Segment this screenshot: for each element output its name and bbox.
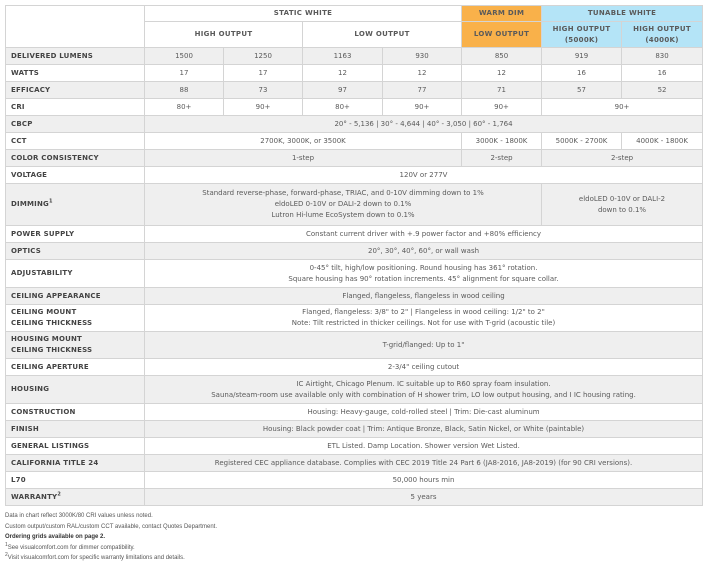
cell-line: Standard reverse-phase, forward-phase, TRIAC, and 0-10V dimming down to 1% [202, 189, 484, 197]
cell: 50,000 hours min [145, 472, 703, 489]
footnote-1 [5, 543, 217, 554]
row-label [6, 332, 145, 359]
row-label: CEILING APPEARANCE [6, 288, 145, 305]
cell: 77 [383, 82, 462, 99]
cell-line: down to 0.1% [597, 205, 647, 214]
footnote-text: See visualcomfort.com for dimmer compatibility. [7, 544, 135, 551]
row-general-listings [6, 438, 703, 455]
row-color-consistency [6, 150, 703, 167]
cell: 919 [542, 48, 622, 65]
header-corner [6, 6, 145, 48]
cell: 12 [462, 65, 542, 82]
row-label: CCT [6, 133, 145, 150]
footnote-mark: 2 [57, 491, 62, 498]
cell-line: eldoLED 0-10V or DALI-2 [578, 194, 666, 203]
header-warm-low-output: LOW OUTPUT [462, 22, 542, 48]
cell: Housing: Heavy-gauge, cold-rolled steel | Trim: Die-cast aluminum [145, 404, 703, 421]
row-power-supply [6, 226, 703, 243]
row-label: FINISH [6, 421, 145, 438]
row-label: CALIFORNIA TITLE 24 [6, 455, 145, 472]
note-line: Custom output/custom RAL/custom CCT available, contact Quotes Department. [5, 523, 217, 530]
cell [145, 376, 703, 404]
row-label [6, 489, 145, 506]
cell: 90+ [462, 99, 542, 116]
row-label: DELIVERED LUMENS [6, 48, 145, 65]
cell: 17 [145, 65, 224, 82]
row-ceiling-appearance [6, 288, 703, 305]
cell: 17 [224, 65, 303, 82]
row-label: OPTICS [6, 243, 145, 260]
row-ceiling-mount [6, 305, 703, 332]
row-cbcp [6, 116, 703, 133]
label-text: DIMMING [11, 200, 49, 208]
row-lumens [6, 48, 703, 65]
cell: 90+ [383, 99, 462, 116]
cell: 850 [462, 48, 542, 65]
row-label [6, 184, 145, 226]
header-tw-high-4000: HIGH OUTPUT (4000K) [622, 22, 703, 48]
row-label [6, 305, 145, 332]
footnote-text: Visit visualcomfort.com for specific warranty limitations and details. [7, 555, 185, 561]
row-optics [6, 243, 703, 260]
label-line: CEILING THICKNESS [11, 319, 93, 327]
cell: 2-3/4" ceiling cutout [145, 359, 703, 376]
cell-line: Lutron Hi-lume EcoSystem down to 0.1% [271, 211, 415, 219]
header-tw-high-5000: HIGH OUTPUT (5000K) [542, 22, 622, 48]
row-voltage [6, 167, 703, 184]
row-label: GENERAL LISTINGS [6, 438, 145, 455]
cell: T-grid/flanged: Up to 1" [145, 332, 703, 359]
header-static-white: STATIC WHITE [145, 6, 462, 22]
cell [542, 184, 703, 226]
header-high-output: HIGH OUTPUT [145, 22, 303, 48]
cell: 16 [542, 65, 622, 82]
cell: 930 [383, 48, 462, 65]
row-housing [6, 376, 703, 404]
cell: 20° - 5,136 | 30° - 4,644 | 40° - 3,050 | 60° - 1,764 [145, 116, 703, 133]
footnote-mark: 1 [48, 198, 53, 205]
cell: 88 [145, 82, 224, 99]
cell: 16 [622, 65, 703, 82]
label-line: CEILING THICKNESS [11, 346, 93, 354]
row-label: CRI [6, 99, 145, 116]
cell: 2700K, 3000K, or 3500K [145, 133, 462, 150]
row-label: POWER SUPPLY [6, 226, 145, 243]
cell: 52 [622, 82, 703, 99]
row-label: EFFICACY [6, 82, 145, 99]
cell: Housing: Black powder coat | Trim: Antique Bronze, Black, Satin Nickel, or White (paintable) [145, 421, 703, 438]
cell: 5000K - 2700K [542, 133, 622, 150]
cell: Constant current driver with +.9 power factor and +80% efficiency [145, 226, 703, 243]
spec-table [5, 5, 703, 506]
cell: 80+ [145, 99, 224, 116]
row-label: CBCP [6, 116, 145, 133]
header-low-output: LOW OUTPUT [303, 22, 462, 48]
footnote-mark: 1 [5, 541, 8, 548]
cell: 830 [622, 48, 703, 65]
cell-line: Sauna/steam-room use available only with combination of H shower trim, LO low output housing, and I IC housing rating. [211, 390, 636, 399]
row-finish [6, 421, 703, 438]
cell: 20°, 30°, 40°, 60°, or wall wash [145, 243, 703, 260]
row-warranty [6, 489, 703, 506]
row-label: CONSTRUCTION [6, 404, 145, 421]
row-housing-mount [6, 332, 703, 359]
cell-line: Flanged, flangeless: 3/8" to 2" | Flangeless in wood ceiling: 1/2" to 2" [302, 308, 545, 316]
cell: Flanged, flangeless, flangeless in wood ceiling [145, 288, 703, 305]
row-label: COLOR CONSISTENCY [6, 150, 145, 167]
header-warm-dim: WARM DIM [462, 6, 542, 22]
footnote-2 [5, 553, 217, 564]
cell: 71 [462, 82, 542, 99]
label-text: WARRANTY [11, 492, 58, 501]
cell: 1-step [145, 150, 462, 167]
cell: ETL Listed. Damp Location. Shower version Wet Listed. [145, 438, 703, 455]
footnote-mark: 2 [5, 552, 8, 558]
row-label: CEILING APERTURE [6, 359, 145, 376]
cell: 90+ [224, 99, 303, 116]
row-cri [6, 99, 703, 116]
cell: 12 [303, 65, 383, 82]
row-dimming [6, 184, 703, 226]
row-watts [6, 65, 703, 82]
cell-line: eldoLED 0-10V or DALI-2 down to 0.1% [274, 200, 412, 208]
row-label: ADJUSTABILITY [6, 260, 145, 288]
cell: 2-step [462, 150, 542, 167]
footnotes [5, 511, 217, 564]
cell: 5 years [145, 489, 703, 506]
cell: 3000K - 1800K [462, 133, 542, 150]
cell-line: Square housing has 90° rotation increments. 45° alignment for square collar. [288, 274, 559, 283]
row-label: VOLTAGE [6, 167, 145, 184]
cell: 1500 [145, 48, 224, 65]
row-adjustability [6, 260, 703, 288]
row-l70 [6, 472, 703, 489]
row-title24 [6, 455, 703, 472]
row-ceiling-aperture [6, 359, 703, 376]
cell-line: 0-45° tilt, high/low positioning. Round housing has 361° rotation. [309, 263, 538, 272]
cell: 73 [224, 82, 303, 99]
row-label: L70 [6, 472, 145, 489]
note-line: Data in chart reflect 3000K/80 CRI values unless noted. [5, 513, 153, 519]
cell: 12 [383, 65, 462, 82]
cell: 1163 [303, 48, 383, 65]
cell: 4000K - 1800K [622, 133, 703, 150]
cell: 90+ [542, 99, 703, 116]
row-label: WATTS [6, 65, 145, 82]
header-tunable-white: TUNABLE WHITE [542, 6, 703, 22]
cell: 1250 [224, 48, 303, 65]
label-line: HOUSING MOUNT [11, 335, 83, 343]
cell: 57 [542, 82, 622, 99]
cell [145, 305, 703, 332]
cell [145, 260, 703, 288]
cell: 97 [303, 82, 383, 99]
label-line: CEILING MOUNT [11, 308, 77, 316]
cell: 2-step [542, 150, 703, 167]
cell-line: IC Airtight, Chicago Plenum. IC suitable up to R60 spray foam insulation. [296, 379, 551, 388]
row-cct [6, 133, 703, 150]
cell: 120V or 277V [145, 167, 703, 184]
cell: Registered CEC appliance database. Complies with CEC 2019 Title 24 Part 6 (JA8-2016, JA8-2019) (for 90 CRI versions). [145, 455, 703, 472]
row-construction [6, 404, 703, 421]
row-label: HOUSING [6, 376, 145, 404]
cell [145, 184, 542, 226]
cell: 80+ [303, 99, 383, 116]
row-efficacy [6, 82, 703, 99]
note-ordering: Ordering grids available on page 2. [5, 534, 106, 540]
cell-line: Note: Tilt restricted in thicker ceilings. Not for use with T-grid (acoustic tile) [291, 319, 556, 327]
